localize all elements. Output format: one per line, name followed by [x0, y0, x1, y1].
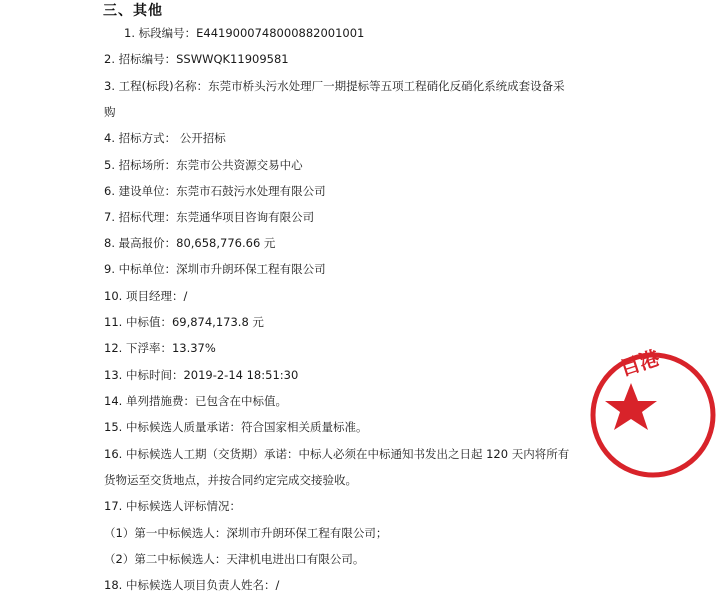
item-18: 18. 中标候选人项目负责人姓名：/ [104, 578, 280, 592]
item-2: 2. 招标编号：SSWWQK11909581 [104, 52, 289, 66]
seal-ring [593, 355, 713, 475]
item-3: 3. 工程(标段)名称：东莞市桥头污水处理厂一期提标等五项工程硝化反硝化系统成套设备采 [104, 79, 565, 93]
item-5: 5. 招标场所：东莞市公共资源交易中心 [104, 158, 303, 172]
red-seal-stamp [583, 345, 723, 485]
item-8: 8. 最高报价：80,658,776.66 元 [104, 236, 276, 250]
item-10: 10. 项目经理：/ [104, 289, 188, 303]
item-17-candidate-1: （1）第一中标候选人：深圳市升朗环保工程有限公司； [104, 526, 388, 540]
item-17: 17. 中标候选人评标情况： [104, 499, 241, 513]
item-9: 9. 中标单位：深圳市升朗环保工程有限公司 [104, 262, 326, 276]
item-15: 15. 中标候选人质量承诺：符合国家相关质量标准。 [104, 420, 368, 434]
item-16: 16. 中标候选人工期（交货期）承诺：中标人必须在中标通知书发出之日起 120 天内将所有 [104, 447, 570, 461]
item-7: 7. 招标代理：东莞通华项目咨询有限公司 [104, 210, 315, 224]
item-4: 4. 招标方式： 公开招标 [104, 131, 226, 145]
item-13: 13. 中标时间：2019-2-14 18:51:30 [104, 368, 299, 382]
item-17-candidate-2: （2）第二中标候选人：天津机电进出口有限公司。 [104, 552, 365, 566]
item-1: 1. 标段编号：E4419000748000882001001 [124, 26, 365, 40]
item-12: 12. 下浮率：13.37% [104, 341, 216, 355]
seal-text: 目港 [616, 345, 663, 381]
item-14: 14. 单列措施费：已包含在中标值。 [104, 394, 287, 408]
item-11: 11. 中标值：69,874,173.8 元 [104, 315, 264, 329]
seal-star [605, 383, 657, 430]
item-6: 6. 建设单位：东莞市石鼓污水处理有限公司 [104, 184, 326, 198]
section-heading: 三、其他 [103, 3, 163, 19]
item-16-continuation: 货物运至交货地点，并按合同约定完成交接验收。 [104, 473, 357, 487]
item-3-continuation: 购 [104, 105, 116, 119]
